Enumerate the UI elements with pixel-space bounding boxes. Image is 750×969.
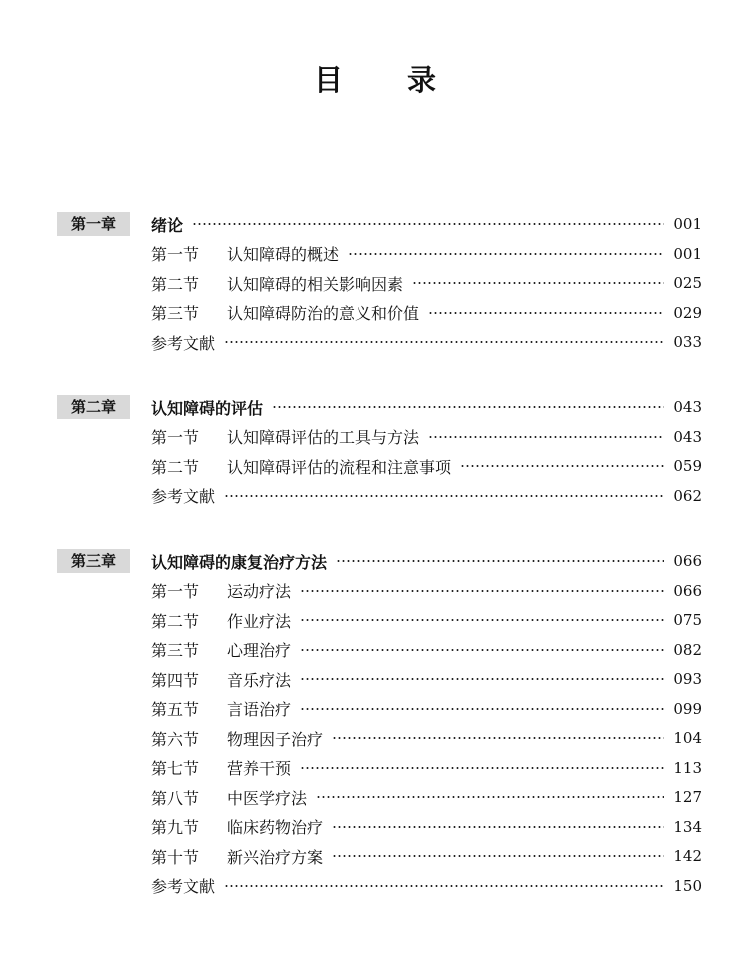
- section-title: 音乐疗法: [227, 670, 292, 690]
- section-title: 参考文献: [151, 877, 216, 897]
- leader-dots: [316, 796, 664, 798]
- section-label: 第十节: [151, 847, 200, 867]
- section-title: 认知障碍防治的意义和价值: [227, 304, 420, 324]
- toc-section-row[interactable]: [0, 842, 750, 872]
- toc-section-row[interactable]: [0, 812, 750, 842]
- page-number: 082: [673, 640, 702, 659]
- leader-dots: [332, 826, 664, 828]
- section-title: 临床药物治疗: [227, 818, 324, 838]
- toc-section-row[interactable]: [0, 724, 750, 754]
- section-label: 第七节: [151, 759, 200, 779]
- leader-dots: [460, 465, 664, 467]
- section-label: 第八节: [151, 788, 200, 808]
- section-title: 认知障碍的相关影响因素: [227, 274, 404, 294]
- leader-dots: [300, 590, 664, 592]
- section-title: 认知障碍的概述: [227, 245, 340, 265]
- toc-section-row[interactable]: [0, 298, 750, 328]
- leader-dots: [300, 619, 664, 621]
- section-label: 第一节: [151, 582, 200, 602]
- leader-dots: [412, 282, 664, 284]
- section-title: 营养干预: [227, 759, 292, 779]
- section-label: 第一节: [151, 245, 200, 265]
- page-number: 001: [673, 215, 702, 233]
- leader-dots: [428, 312, 664, 314]
- page-number: 043: [673, 427, 702, 446]
- toc-section-row[interactable]: [0, 239, 750, 269]
- page-number: 075: [673, 611, 702, 630]
- page-title: [0, 58, 750, 99]
- leader-dots: [348, 253, 664, 255]
- section-label: 第三节: [151, 641, 200, 661]
- section-title: 心理治疗: [227, 641, 292, 661]
- page-number: 059: [673, 457, 702, 476]
- section-label: 第三节: [151, 304, 200, 324]
- toc-references-row[interactable]: [0, 871, 750, 901]
- section-title: 物理因子治疗: [227, 729, 324, 749]
- leader-dots: [224, 495, 664, 497]
- leader-dots: [336, 560, 664, 562]
- toc-section-row[interactable]: [0, 576, 750, 606]
- section-label: 第二节: [151, 457, 200, 477]
- toc-section-row[interactable]: [0, 269, 750, 299]
- leader-dots: [332, 855, 664, 857]
- leader-dots: [224, 885, 664, 887]
- page-number: 142: [673, 847, 702, 866]
- leader-dots: [224, 341, 664, 343]
- section-title: 作业疗法: [227, 611, 292, 631]
- chapter-title: 认知障碍的评估: [151, 398, 264, 418]
- toc-section-row[interactable]: [0, 422, 750, 452]
- toc-section-row[interactable]: [0, 665, 750, 695]
- leader-dots: [192, 223, 664, 225]
- toc-section-row[interactable]: [0, 606, 750, 636]
- page-number: 066: [673, 581, 702, 600]
- page-number: 113: [673, 758, 702, 777]
- page-number: 043: [673, 398, 702, 416]
- chapter-label-badge: 第一章: [57, 212, 130, 236]
- section-label: 第九节: [151, 818, 200, 838]
- page-number: 066: [673, 552, 702, 570]
- chapter-1: [0, 209, 750, 357]
- section-title: 参考文献: [151, 487, 216, 507]
- page-title-char-1: 目: [313, 63, 343, 97]
- section-title: 中医学疗法: [227, 788, 308, 808]
- chapter-title: 认知障碍的康复治疗方法: [151, 552, 328, 572]
- leader-dots: [300, 678, 664, 680]
- page-number: 029: [673, 303, 702, 322]
- page-number: 150: [673, 876, 702, 895]
- chapter-label-badge: 第三章: [57, 549, 130, 573]
- page-number: 062: [673, 486, 702, 505]
- toc-section-row[interactable]: [0, 694, 750, 724]
- section-title: 言语治疗: [227, 700, 292, 720]
- page-number: 001: [673, 244, 702, 263]
- leader-dots: [300, 708, 664, 710]
- section-label: 第六节: [151, 729, 200, 749]
- page-number: 033: [673, 333, 702, 352]
- section-title: 新兴治疗方案: [227, 847, 324, 867]
- page-number: 093: [673, 670, 702, 689]
- section-label: 第四节: [151, 670, 200, 690]
- page-number: 134: [673, 817, 702, 836]
- chapter-title: 绪论: [151, 215, 184, 235]
- section-title: 运动疗法: [227, 582, 292, 602]
- section-label: 第五节: [151, 700, 200, 720]
- section-label: 第一节: [151, 428, 200, 448]
- leader-dots: [300, 649, 664, 651]
- section-title: 认知障碍评估的流程和注意事项: [227, 457, 452, 477]
- leader-dots: [272, 406, 664, 408]
- page-number: 104: [673, 729, 702, 748]
- page-number: 025: [673, 274, 702, 293]
- toc-references-row[interactable]: [0, 328, 750, 358]
- section-label: 第二节: [151, 274, 200, 294]
- toc-section-row[interactable]: [0, 753, 750, 783]
- section-label: 第二节: [151, 611, 200, 631]
- section-title: 认知障碍评估的工具与方法: [227, 428, 420, 448]
- toc-section-row[interactable]: [0, 783, 750, 813]
- chapter-heading[interactable]: [0, 392, 750, 422]
- section-title: 参考文献: [151, 333, 216, 353]
- chapter-heading[interactable]: [0, 546, 750, 576]
- toc-section-row[interactable]: [0, 452, 750, 482]
- leader-dots: [332, 737, 664, 739]
- page-number: 127: [673, 788, 702, 807]
- leader-dots: [300, 767, 664, 769]
- page-number: 099: [673, 699, 702, 718]
- chapter-3: [0, 546, 750, 901]
- toc-references-row[interactable]: [0, 481, 750, 511]
- leader-dots: [428, 436, 664, 438]
- chapter-heading[interactable]: [0, 209, 750, 239]
- page-title-char-2: 录: [407, 63, 437, 97]
- chapter-label-badge: 第二章: [57, 395, 130, 419]
- chapter-2: [0, 392, 750, 511]
- toc-section-row[interactable]: [0, 635, 750, 665]
